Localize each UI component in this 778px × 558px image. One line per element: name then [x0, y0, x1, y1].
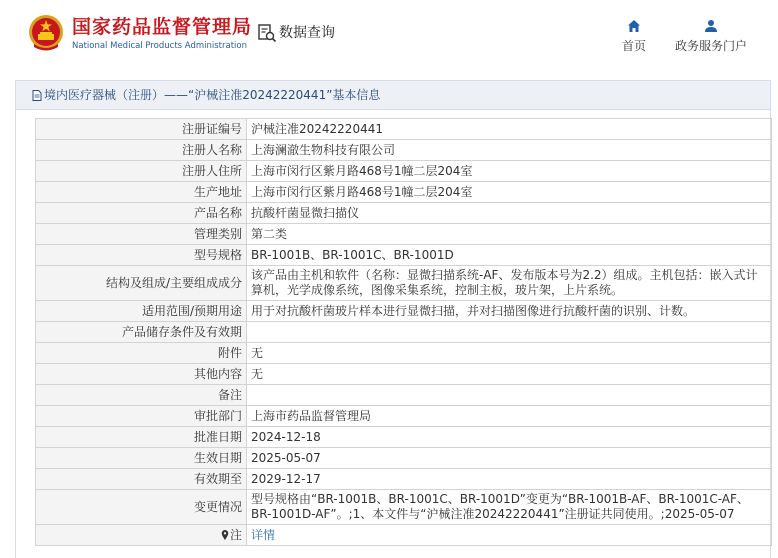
device-info-panel — [15, 80, 771, 558]
field-label: 生效日期 — [36, 448, 247, 469]
field-value: 该产品由主机和软件（名称：显微扫描系统-AF、发布版本号为2.2）组成。主机包括：嵌入式计算机，光学成像系统，图像采集系统，控制主板，玻片架，上片系统。 — [247, 266, 772, 301]
field-value — [247, 322, 772, 343]
national-emblem-icon — [28, 14, 64, 52]
table-row — [36, 322, 772, 343]
field-value: BR-1001B、BR-1001C、BR-1001D — [247, 245, 772, 266]
field-value: 抗酸杆菌显微扫描仪 — [247, 203, 772, 224]
info-table — [35, 118, 772, 546]
field-label: 注册证编号 — [36, 119, 247, 140]
field-value: 2029-12-17 — [247, 469, 772, 490]
table-row — [36, 140, 772, 161]
pin-icon — [221, 530, 229, 540]
field-label: 审批部门 — [36, 406, 247, 427]
field-label: 有效期至 — [36, 469, 247, 490]
table-row — [36, 427, 772, 448]
document-icon — [32, 90, 42, 101]
site-logo-subtitle[interactable]: National Medical Products Administration — [72, 41, 247, 51]
table-row — [36, 245, 772, 266]
field-value: 无 — [247, 343, 772, 364]
table-row-note — [36, 525, 772, 546]
user-icon — [704, 19, 718, 33]
field-label: 附件 — [36, 343, 247, 364]
field-value: 沪械注准20242220441 — [247, 119, 772, 140]
field-value: 2025-05-07 — [247, 448, 772, 469]
search-document-icon — [257, 23, 277, 43]
field-label: 产品储存条件及有效期 — [36, 322, 247, 343]
field-label: 变更情况 — [36, 490, 247, 525]
field-value: 第二类 — [247, 224, 772, 245]
field-value: 用于对抗酸杆菌玻片样本进行显微扫描，并对扫描图像进行抗酸杆菌的识别、计数。 — [247, 301, 772, 322]
field-value: 上海市闵行区紫月路468号1幢二层204室 — [247, 182, 772, 203]
table-row — [36, 161, 772, 182]
table-row — [36, 182, 772, 203]
field-label: 结构及组成/主要组成成分 — [36, 266, 247, 301]
table-row — [36, 266, 772, 301]
field-value: 2024-12-18 — [247, 427, 772, 448]
field-value: 无 — [247, 364, 772, 385]
note-label: 注 — [229, 528, 242, 542]
panel-title: 境内医疗器械（注册）——“沪械注准20242220441”基本信息 — [44, 88, 381, 102]
table-row — [36, 385, 772, 406]
field-label: 型号规格 — [36, 245, 247, 266]
table-row — [36, 406, 772, 427]
panel-header — [16, 81, 770, 110]
table-row — [36, 448, 772, 469]
table-row — [36, 343, 772, 364]
nav-home[interactable] — [621, 19, 647, 53]
table-row — [36, 469, 772, 490]
field-label: 注册人名称 — [36, 140, 247, 161]
table-row — [36, 203, 772, 224]
table-row — [36, 364, 772, 385]
field-label: 生产地址 — [36, 182, 247, 203]
note-value-cell — [247, 525, 772, 546]
field-label: 适用范围/预期用途 — [36, 301, 247, 322]
field-value: 上海澜澈生物科技有限公司 — [247, 140, 772, 161]
field-label: 管理类别 — [36, 224, 247, 245]
field-value — [247, 385, 772, 406]
field-label: 批准日期 — [36, 427, 247, 448]
table-row — [36, 119, 772, 140]
field-label: 备注 — [36, 385, 247, 406]
table-row — [36, 301, 772, 322]
data-query-label: 数据查询 — [279, 25, 335, 41]
details-link[interactable]: 详情 — [251, 528, 276, 542]
field-label: 其他内容 — [36, 364, 247, 385]
table-row — [36, 224, 772, 245]
field-label: 注册人住所 — [36, 161, 247, 182]
field-value: 上海市闵行区紫月路468号1幢二层204室 — [247, 161, 772, 182]
site-logo-title[interactable]: 国家药品监督管理局 — [72, 16, 253, 38]
nav-service-portal-label: 政务服务门户 — [674, 39, 747, 53]
nav-service-portal[interactable] — [674, 19, 748, 53]
field-label: 产品名称 — [36, 203, 247, 224]
nav-home-label: 首页 — [621, 39, 646, 53]
field-value: 型号规格由“BR-1001B、BR-1001C、BR-1001D”变更为“BR-1001B-AF、BR-1001C-AF、BR-1001D-AF”。;1、本文件与“沪械注准20242220441”注册证共同使用。;2025-05-07 — [247, 490, 772, 525]
home-icon — [627, 19, 641, 33]
field-value: 上海市药品监督管理局 — [247, 406, 772, 427]
site-header — [0, 0, 778, 70]
data-query-link[interactable] — [257, 23, 335, 43]
table-row — [36, 490, 772, 525]
note-label-cell — [36, 525, 247, 546]
